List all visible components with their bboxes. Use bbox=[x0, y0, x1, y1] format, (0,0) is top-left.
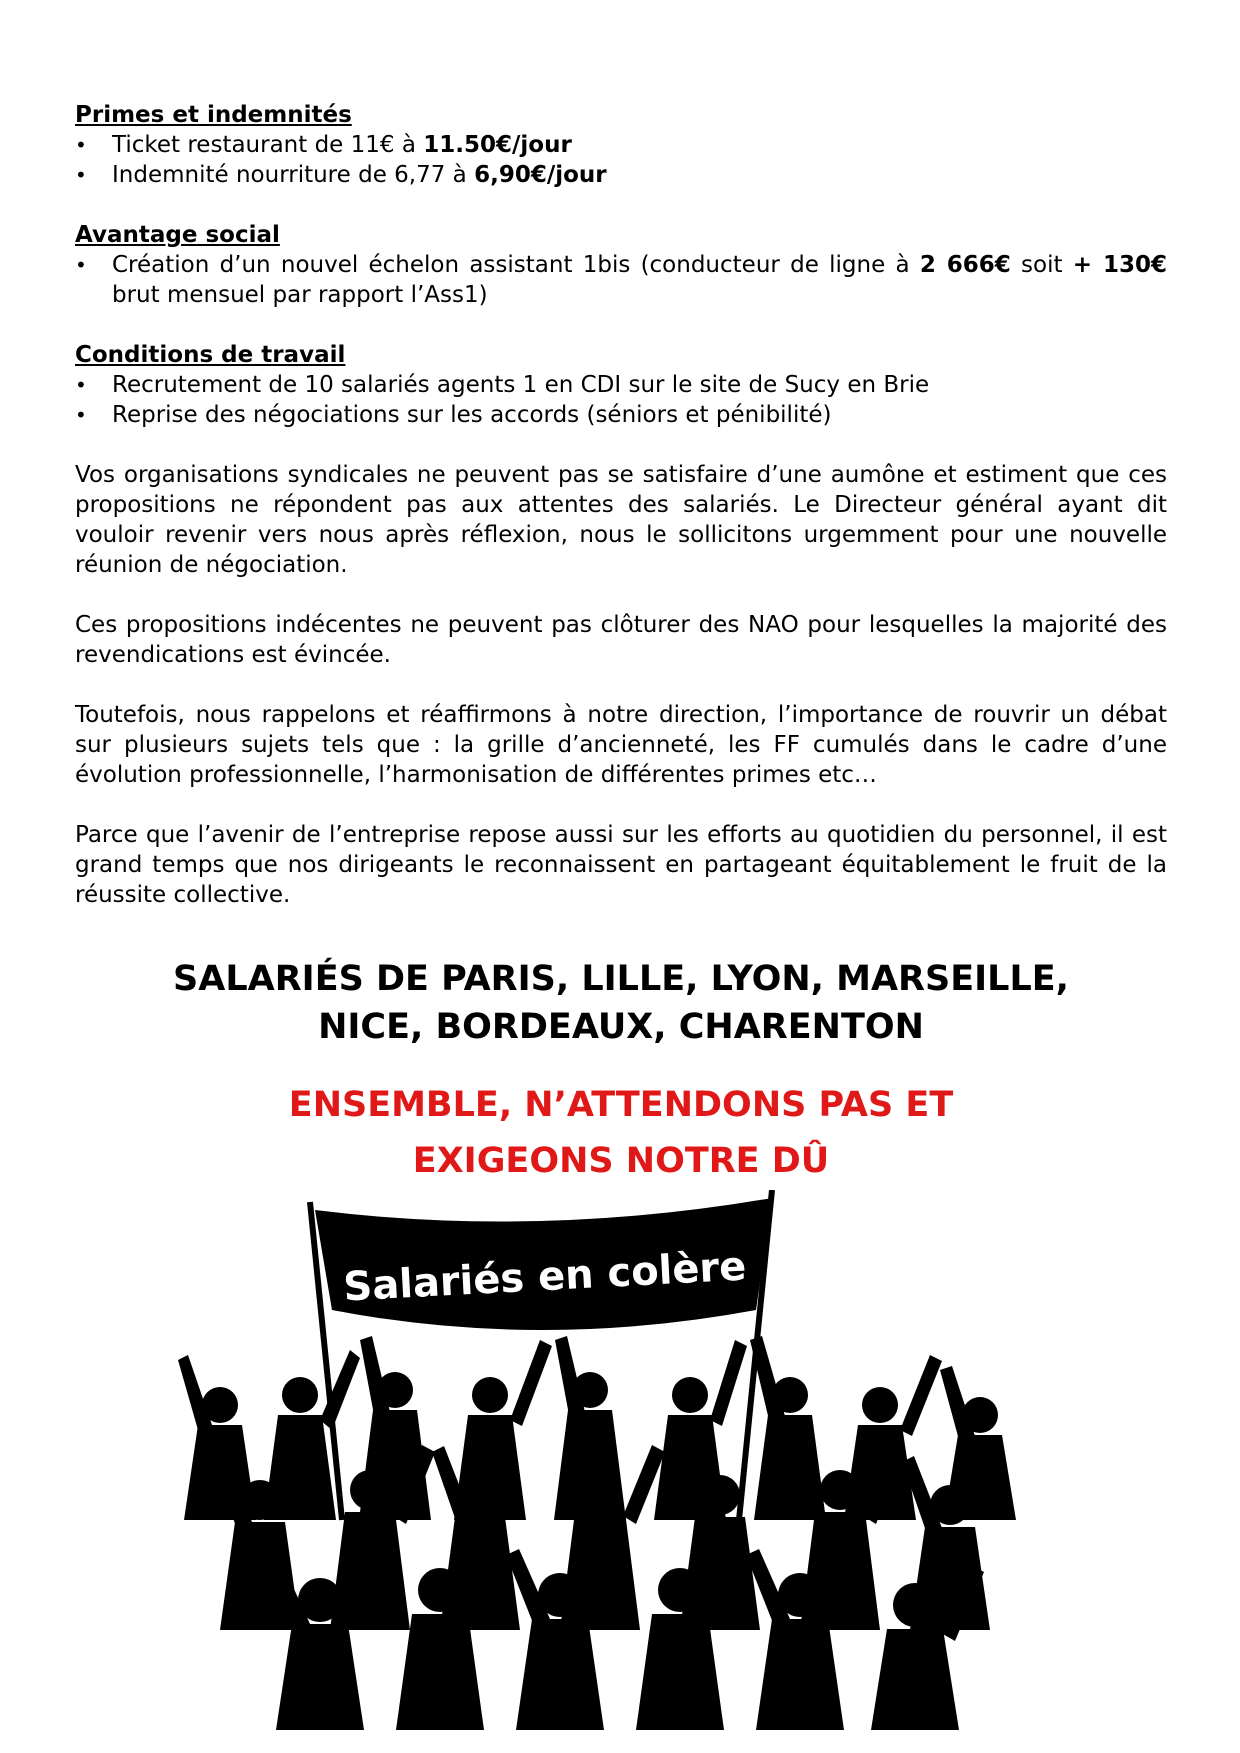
list-item: • Ticket restaurant de 11€ à 11.50€/jour bbox=[75, 130, 1167, 160]
callout-cities-line2: NICE, BORDEAUX, CHARENTON bbox=[318, 1007, 924, 1047]
bullet-list bbox=[75, 370, 1167, 430]
callout-red-line2: EXIGEONS NOTRE DÛ bbox=[412, 1141, 830, 1181]
paragraph: Parce que l’avenir de l’entreprise repose aussi sur les efforts au quotidien du personnel, il est grand temps que nos dirigeants le reconnaissent en partageant équitablement le fruit de la réussite collective. bbox=[75, 822, 1167, 908]
banner-text: Salariés en colère bbox=[342, 1243, 748, 1311]
section-primes bbox=[75, 100, 1167, 190]
paragraph: Ces propositions indécentes ne peuvent pas clôturer des NAO pour lesquelles la majorité des revendications est évincée. bbox=[75, 612, 1167, 668]
document-page bbox=[75, 100, 1167, 1185]
section-avantage bbox=[75, 220, 1167, 310]
callout-red-line1: ENSEMBLE, N’ATTENDONS PAS ET bbox=[288, 1085, 954, 1125]
crowd-silhouettes bbox=[178, 1336, 1016, 1730]
section-heading: Primes et indemnités bbox=[75, 102, 352, 128]
paragraph: Vos organisations syndicales ne peuvent pas se satisfaire d’une aumône et estiment que ces propositions ne répondent pas aux attentes des salariés. Le Directeur général ayant dit vouloir revenir vers nous après réflexion, nous le sollicitons urgemment pour une nouvelle réunion de négociation. bbox=[75, 462, 1167, 578]
list-item: • Recrutement de 10 salariés agents 1 en CDI sur le site de Sucy en Brie bbox=[75, 370, 1167, 400]
list-item: • Reprise des négociations sur les accords (séniors et pénibilité) bbox=[75, 400, 1167, 430]
bullet-list bbox=[75, 130, 1167, 190]
section-conditions bbox=[75, 340, 1167, 430]
list-item: • Création d’un nouvel échelon assistant 1bis (conducteur de ligne à 2 666€ soit + 130€ brut mensuel par rapport l’Ass1) bbox=[75, 250, 1167, 310]
list-item: • Indemnité nourriture de 6,77 à 6,90€/jour bbox=[75, 160, 1167, 190]
protest-illustration bbox=[160, 1190, 1080, 1730]
bullet-list bbox=[75, 250, 1167, 310]
section-heading: Conditions de travail bbox=[75, 342, 346, 368]
section-heading: Avantage social bbox=[75, 222, 280, 248]
callout-cities-line1: SALARIÉS DE PARIS, LILLE, LYON, MARSEILLE, bbox=[173, 959, 1069, 999]
paragraph: Toutefois, nous rappelons et réaffirmons à notre direction, l’importance de rouvrir un débat sur plusieurs sujets tels que : la grille d’ancienneté, les FF cumulés dans le cadre d’une évolution professionnelle, l’harmonisation de différentes primes etc… bbox=[75, 702, 1167, 788]
